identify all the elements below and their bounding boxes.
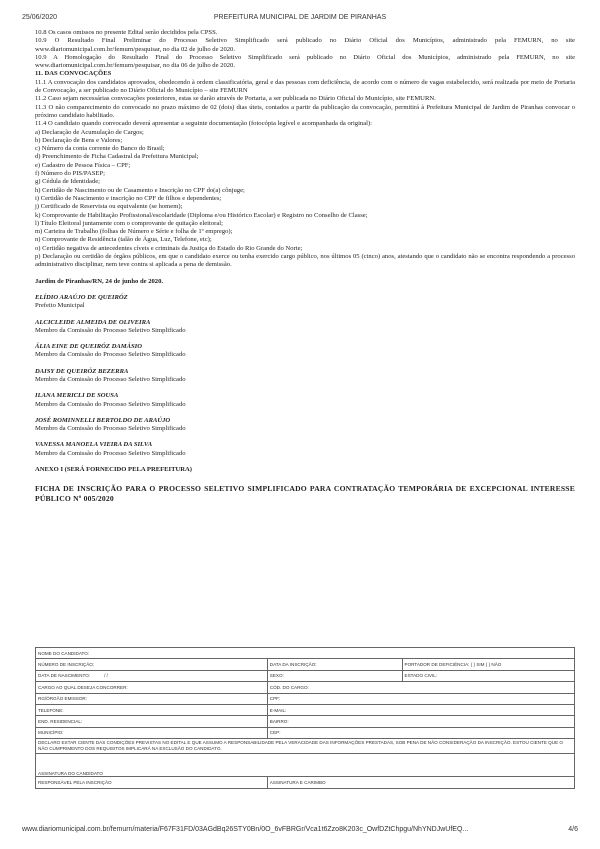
doc-item-h: h) Certidão de Nascimento ou de Casamento e Inscrição no CPF do(a) cônjuge;	[35, 186, 245, 194]
signature-role: Membro da Comissão do Processo Seletivo Simplificado	[35, 351, 186, 359]
form-field-endereco[interactable]: END. RESIDENCIAL:	[36, 716, 268, 727]
form-row	[36, 648, 575, 659]
form-field-email[interactable]: E-MAIL:	[267, 704, 574, 715]
signature-name: VANESSA MANOELA VIEIRA DA SILVA	[35, 441, 153, 449]
doc-item-p: p) Declaração ou certidão de órgãos públicos, em que o candidato exerce ou tenha exercido cargo público, nos últimos 05 (cinco) anos, atestando que o candidato não se encontra respondendo a processo administrativo disciplinar, nem teve contra si aplicada a pena de demissão.	[35, 253, 575, 269]
declaration-text: DECLARO ESTAR CIENTE DAS CONDIÇÕES PREVISTAS NO EDITAL E QUE ASSUMO A RESPONSABILIDADE PELA VERACIDADE DAS INFORMAÇÕES PRESTADAS, SOB PENA DE NÃO CONSIDERAÇÃO DA INSCRIÇÃO. ESTOU CIENTE QUE O NÃO CUMPRIMENTO DOS REQUISITOS IMPLICARÁ NA EXCLUSÃO DO CANDIDATO.	[36, 739, 575, 754]
form-label: DATA DE NASCIMENTO:	[38, 673, 91, 679]
header-title: PREFEITURA MUNICIPAL DE JARDIM DE PIRANHAS	[213, 14, 387, 21]
form-field-responsavel[interactable]: RESPONSÁVEL PELA INSCRIÇÃO	[36, 777, 268, 788]
form-row	[36, 704, 575, 715]
signature-block	[35, 294, 575, 458]
form-field-portador[interactable]: PORTADOR DE DEFICIÊNCIA: ( ) SIM ( ) NÃO	[402, 659, 574, 670]
doc-item-a: a) Declaração de Acumulação de Cargos;	[35, 128, 144, 136]
doc-item-n: n) Comprovante de Residência (talão de Água, Luz, Telefone, etc);	[35, 236, 212, 244]
doc-item-k: k) Comprovante de Habilitação Profissional/escolaridade (Diploma e/ou Histórico Escolar) e Registro no Conselho de Classe;	[35, 211, 368, 219]
form-field-nascimento[interactable]	[36, 670, 268, 681]
form-field-numero[interactable]: NÚMERO DE INSCRIÇÃO:	[36, 659, 268, 670]
form-field-cpf[interactable]: CPF:	[267, 693, 574, 704]
print-date: 25/06/2020	[22, 14, 58, 21]
candidate-signature[interactable]: ASSINATURA DO CANDIDATO	[36, 754, 575, 777]
form-title: FICHA DE INSCRIÇÃO PARA O PROCESSO SELETIVO SIMPLIFICADO PARA CONTRATAÇÃO TEMPORÁRIA DE EXCEPCIONAL INTERESSE PÚBLICO Nº 005/2020	[35, 484, 575, 503]
form-row	[36, 659, 575, 670]
doc-item-l: l) Título Eleitoral juntamente com o comprovante de quitação eleitoral;	[35, 219, 223, 227]
doc-item-b: b) Declaração de Bens e Valores;	[35, 136, 123, 144]
form-field-cep[interactable]: CEP:	[267, 727, 574, 738]
section-11-title: 11. DAS CONVOCAÇÕES	[35, 70, 112, 78]
signature-role: Membro da Comissão do Processo Seletivo Simplificado	[35, 400, 186, 408]
paragraph-10-9-homologation: 10.9 A Homologação do Resultado Final do Processo Seletivo Simplificado será publicado no Diário Oficial dos Municípios, administrado pela FEMURN, no site www.diariomunicipal.com.br/femurn/pesquisar, no dia 06 de julho de 2020.	[35, 53, 575, 70]
date-slashes: / /	[104, 673, 108, 679]
registration-form	[35, 647, 575, 789]
page-footer	[22, 826, 578, 836]
signature-role: Membro da Comissão do Processo Seletivo Simplificado	[35, 449, 186, 457]
signature-role: Membro da Comissão do Processo Seletivo Simplificado	[35, 375, 186, 383]
paragraph-11-4: 11.4 O candidato quando convocado deverá apresentar a seguinte documentação (fotocópia legível e acompanhada da original):	[35, 120, 372, 128]
form-field-sexo[interactable]: SEXO:	[267, 670, 402, 681]
signature-name: ILANA MERICLI DE SOUSA	[35, 392, 119, 400]
form-row	[36, 682, 575, 693]
doc-item-e: e) Cadastro de Pessoa Física – CPF;	[35, 161, 131, 169]
doc-item-j: j) Certificado de Reservista ou equivalente (se homem);	[35, 203, 183, 211]
form-field-municipio[interactable]: MUNICÍPIO:	[36, 727, 268, 738]
signature-name: ÁLIA EINE DE QUEIRÓZ DAMÁSIO	[35, 343, 142, 351]
form-row	[36, 754, 575, 777]
form-field-rg[interactable]: RG/ÓRGÃO EMISSOR:	[36, 693, 268, 704]
signature-name: JOSÉ ROMINNELLI BERTOLDO DE ARAÚJO	[35, 416, 171, 424]
doc-item-g: g) Cédula de Identidade;	[35, 178, 100, 186]
signature-role: Prefeito Municipal	[35, 302, 85, 310]
signature-name: ALCICLEIDE ALMEIDA DE OLIVEIRA	[35, 318, 151, 326]
doc-item-d: d) Preenchimento de Ficha Cadastral da Prefeitura Municipal;	[35, 153, 199, 161]
document-content	[35, 29, 575, 511]
signature-role: Membro da Comissão do Processo Seletivo Simplificado	[35, 425, 186, 433]
form-field-bairro[interactable]: BAIRRO:	[267, 716, 574, 727]
signature-name: DAISY DE QUEIRÓZ BEZERRA	[35, 367, 129, 375]
form-row	[36, 670, 575, 681]
doc-item-c: c) Número da conta corrente do Banco do Brasil;	[35, 145, 165, 153]
form-field-cod-cargo[interactable]: CÓD. DO CARGO:	[267, 682, 574, 693]
form-row	[36, 777, 575, 788]
form-field-data-inscricao[interactable]: DATA DA INSCRIÇÃO:	[267, 659, 402, 670]
form-field-assinatura-carimbo[interactable]: ASSINATURA E CARIMBO	[267, 777, 574, 788]
doc-item-i: i) Certidão de Nascimento e inscrição no CPF de filhos e dependentes;	[35, 194, 222, 202]
paragraph-10-9-result: 10.9 O Resultado Final Preliminar do Processo Seletivo Simplificado será publicado no Diário Oficial dos Municípios, administrado pela FEMURN, no site www.diariomunicipal.com.br/femurn/pesquisar, no dia 02 de julho de 2020.	[35, 37, 575, 53]
form-field-estado-civil[interactable]: ESTADO CIVIL:	[402, 670, 574, 681]
paragraph-11-1: 11.1 A convocação dos candidatos aprovados, obedecendo à ordem classificatória, geral e das pessoas com deficiência, de acordo com o número de vagas estabelecido, será realizada por meio de Portaria de Convocação, a ser publicado no Diário Oficial do Município – site FEMURN	[35, 78, 575, 95]
page-header	[22, 14, 578, 26]
paragraph-10-8: 10.8 Os casos omissos no presente Edital serão decididos pela CPSS.	[35, 29, 218, 36]
signature-role: Membro da Comissão do Processo Seletivo Simplificado	[35, 326, 186, 334]
form-row	[36, 739, 575, 754]
place-date: Jardim de Piranhas/RN, 24 de junho de 2020.	[35, 277, 164, 285]
doc-item-f: f) Número do PIS/PASEP;	[35, 170, 105, 178]
paragraph-11-3: 11.3 O não comparecimento do convocado no prazo máximo de 02 (dois) dias úteis, contados a partir da publicação da convocação, permitirá à Prefeitura Municipal de Jardim de Piranhas convocar o próximo candidato habilitado.	[35, 103, 575, 119]
signature-name: ELÍDIO ARAÚJO DE QUEIRÓZ	[35, 293, 128, 301]
form-row	[36, 693, 575, 704]
source-url[interactable]: www.diariomunicipal.com.br/femurn/materia/F67F31FD/03AGdBq26STY0Bn/0O_6vFBRGr/Vca1t6Zzo8K203c_OwfDZtChpgu/NhYNDJwUfEQ...	[22, 826, 469, 833]
doc-item-m: m) Carteira de Trabalho (folhas de Número e Série e folha de 1º emprego);	[35, 228, 233, 236]
annex-title: ANEXO I (SERÁ FORNECIDO PELA PREFEITURA)	[35, 466, 192, 474]
form-field-cargo[interactable]: CARGO AO QUAL DESEJA CONCORRER:	[36, 682, 268, 693]
form-field-telefone[interactable]: TELEFONE:	[36, 704, 268, 715]
form-row	[36, 727, 575, 738]
paragraph-11-2: 11.2 Caso sejam necessárias convocações posteriores, estas se darão através de Portaria, a ser publicada no Diário Oficial do Município, site FEMURN.	[35, 95, 436, 103]
page-number: 4/6	[568, 826, 578, 833]
doc-item-o: o) Certidão negativa de antecedentes cíveis e criminais da Justiça do Estado do Rio Grande do Norte;	[35, 244, 303, 252]
form-field-nome[interactable]: NOME DO CANDIDATO:	[36, 648, 575, 659]
form-row	[36, 716, 575, 727]
